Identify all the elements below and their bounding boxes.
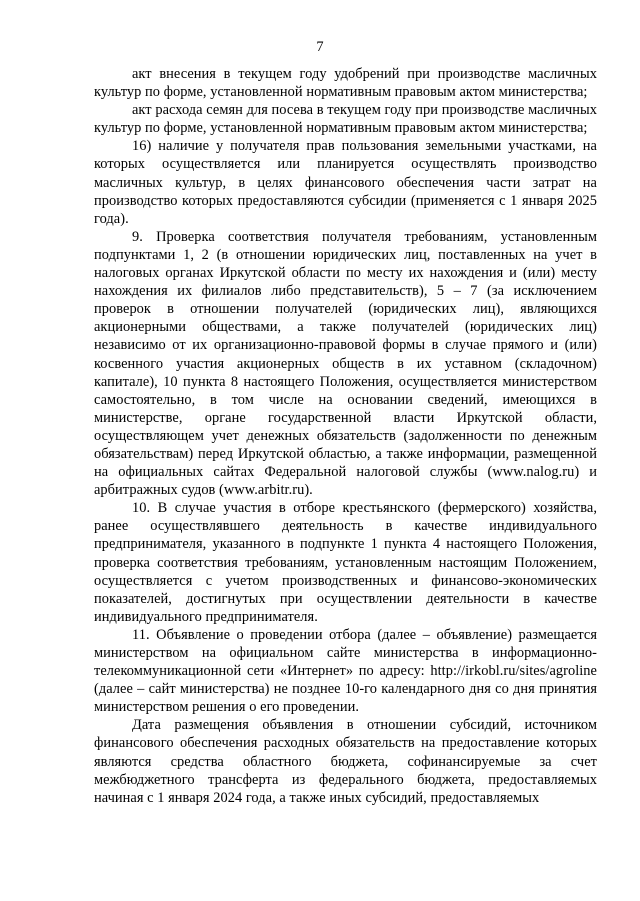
- document-body: [94, 65, 597, 807]
- page-number: 7: [316, 39, 324, 55]
- paragraph-fertilizer-act: акт внесения в текущем году удобрений при производстве масличных культур по форме, установленной нормативным правовым актом министерства;: [94, 66, 597, 101]
- paragraph-seed-act: акт расхода семян для посева в текущем году при производстве масличных культур по форме, установленной нормативным правовым актом министерства;: [94, 102, 597, 137]
- paragraph-9-compliance-check: 9. Проверка соответствия получателя требованиям, установленным подпунктами 1, 2 (в отношении юридических лиц, поставленных на учет в налоговых органах Иркутской области по месту их нахождения и (или) месту нахождения их филиалов либо представительств), 5 – 7 (за исключением проверок в отношении получателей (юридических лиц), являющихся акционерными обществами, а также получателей (юридических лиц) независимо от их организационно-правовой формы в случае прямого и (или) косвенного участия акционерных обществ в их уставном (складочном) капитале), 10 пункта 8 настоящего Положения, осуществляется министерством самостоятельно, в том числе на основании сведений, имеющихся в министерстве, органе государственной власти Иркутской области, осуществляющем учет денежных обязательств (задолженности по денежным обязательствам) перед Иркутской областью, а также информации, размещенной на официальных сайтах Федеральной налоговой службы (www.nalog.ru) и арбитражных судов (www.arbitr.ru).: [94, 228, 597, 499]
- paragraph-announcement-date: Дата размещения объявления в отношении субсидий, источником финансового обеспечения расходных обязательств на предоставление которых являются средства областного бюджета, софинансируемые за счет межбюджетного трансферта из федерального бюджета, предоставляемых начиная с 1 января 2024 года, а также иных субсидий, предоставляемых: [94, 717, 597, 806]
- paragraph-11-announcement: 11. Объявление о проведении отбора (далее – объявление) размещается министерством на официальном сайте министерства в информационно-телекоммуникационной сети «Интернет» по адресу: http://irkobl.ru/sites/agroline (далее – сайт министерства) не позднее 10-го календарного дня со дня принятия министерством решения о его проведении.: [94, 626, 597, 716]
- paragraph-10-farm-selection: 10. В случае участия в отборе крестьянского (фермерского) хозяйства, ранее осуществлявшего деятельность в качестве индивидуального предпринимателя, указанного в подпункте 1 пункта 4 настоящего Положения, проверка соответствия требованиям, установленным настоящим Положением, осуществляется с учетом производственных и финансово-экономических показателей, достигнутых при осуществлении деятельности в качестве индивидуального предпринимателя.: [94, 500, 597, 625]
- paragraph-16-land-rights: 16) наличие у получателя прав пользования земельными участками, на которых осуществляется или планируется осуществлять производство масличных культур, в целях финансового обеспечения части затрат на производство которых предоставляются субсидии (применяется с 1 января 2025 года).: [94, 138, 597, 227]
